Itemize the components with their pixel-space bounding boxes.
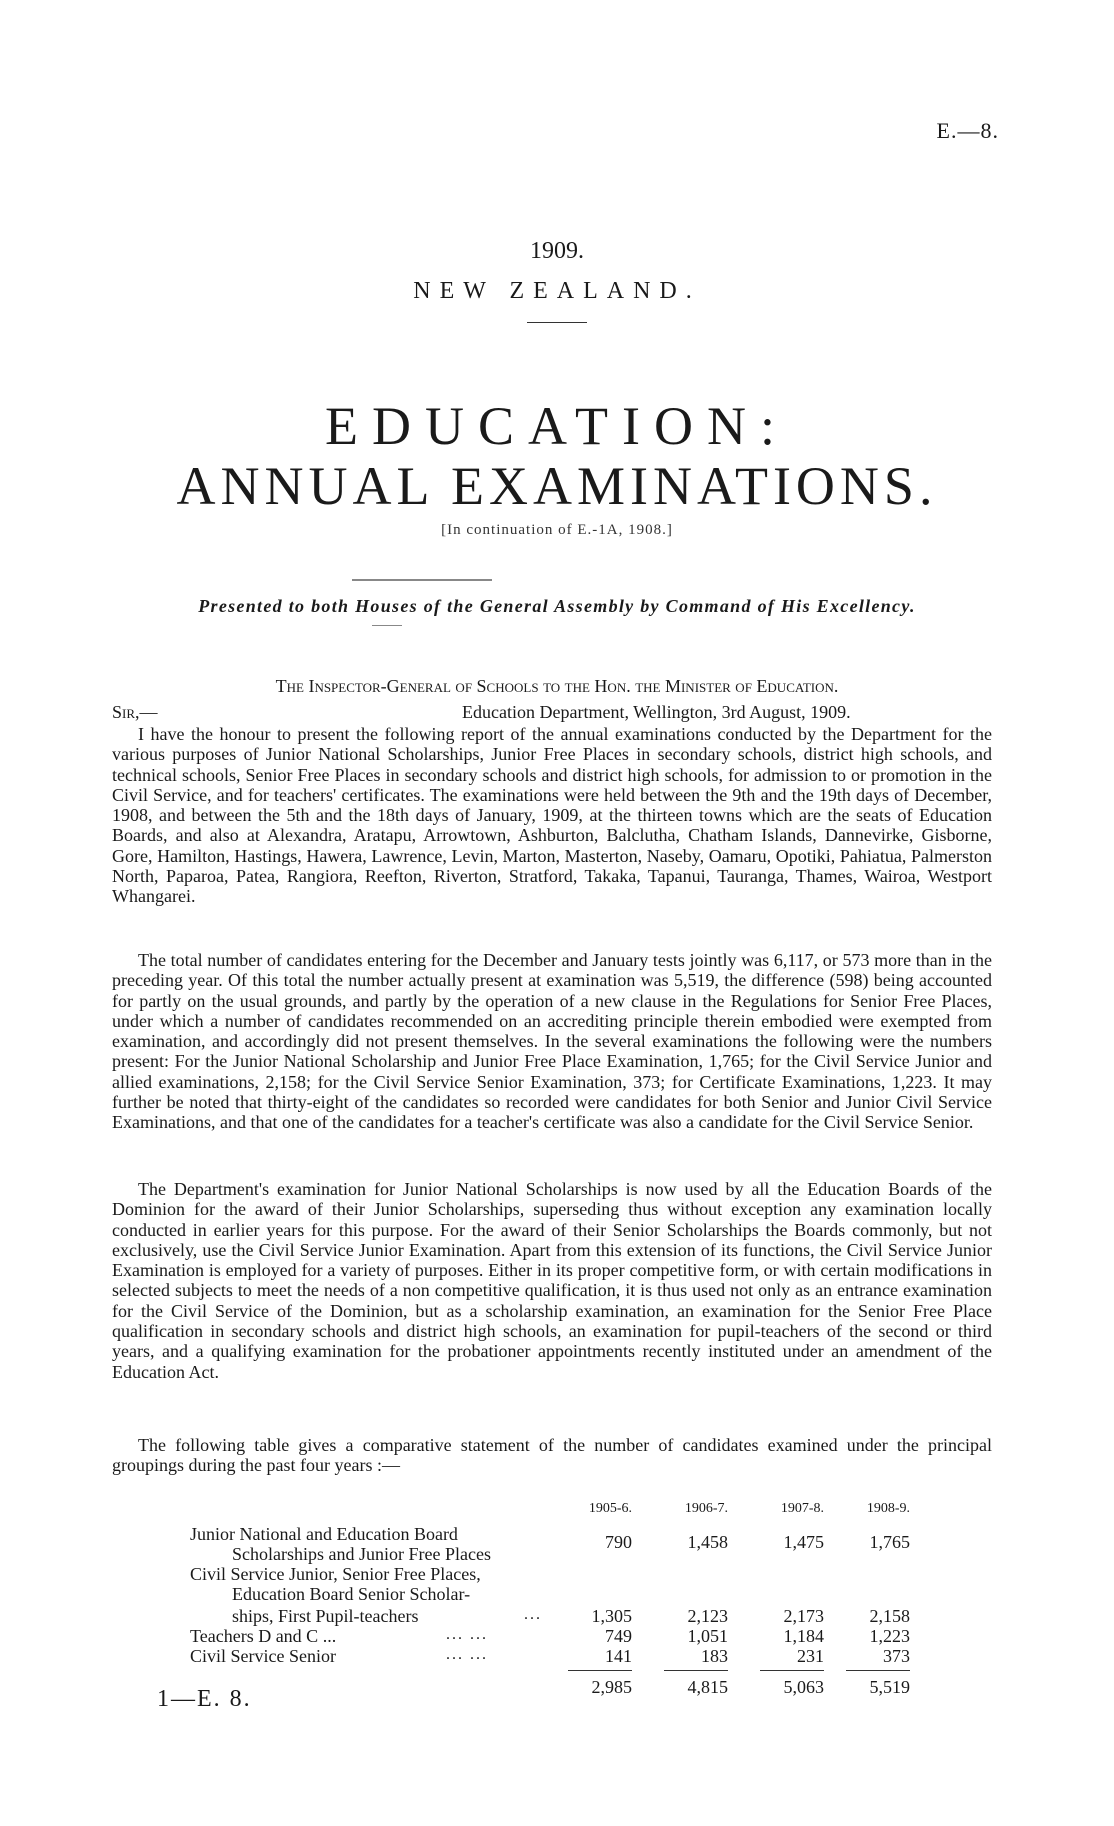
table-row-label: Junior National and Education Board <box>190 1524 458 1544</box>
letter-paragraph: The Department's examination for Junior National Scholarships is now used by all the Education Boards of the Dominion for the award of their Junior Scholarships, superseding thus without exception any examination locally conducted in earlier years for this purpose. For the award of their Senior Scholarships the Boards commonly, but not exclusively, use the Civil Service Junior Examination. Apart from this extension of its functions, the Civil Service Junior Examination is employed for a variety of purposes. Either in its proper competitive form, or with certain modifications in selected subjects to meet the needs of a non competitive qualification, it is thus used not only as an entrance examination for the Civil Service of the Dominion, but as a scholarship examination, an examination for the Senior Free Place qualification in secondary schools and district high schools, an examination for pupil-teachers of the second or third years, and a qualifying examination for the probationer appointments recently instituted under an amendment of the Education Act. <box>112 1179 992 1382</box>
table-total: 2,985 <box>591 1677 632 1697</box>
continuation-note: [In continuation of E.-1A, 1908.] <box>441 522 673 538</box>
table-column-header: 1905-6. <box>588 1501 632 1516</box>
table-total: 5,063 <box>783 1677 824 1697</box>
total-rule <box>846 1670 910 1671</box>
table-cell: 1,223 <box>869 1626 910 1646</box>
table-cell: 1,458 <box>687 1532 728 1552</box>
table-cell: 373 <box>883 1646 910 1666</box>
table-column-header: 1906-7. <box>684 1501 728 1516</box>
table-cell: 141 <box>605 1646 632 1666</box>
document-year: 1909. <box>530 238 584 264</box>
table-total: 5,519 <box>869 1677 910 1697</box>
letter-paragraph: I have the honour to present the following report of the annual examinations conducted by the Department for the various purposes of Junior National Scholarships, Junior Free Places in secondary schools, district high schools, and technical schools, Senior Free Places in secondary schools and district high schools, for admission to or promotion in the Civil Service, and for teachers' certificates. The examinations were held between the 9th and the 19th days of December, 1908, and between the 5th and the 18th days of January, 1909, at the thirteen towns which are the seats of Education Boards, and also at Alexandra, Aratapu, Arrowtown, Ashburton, Balclutha, Chatham Islands, Dannevirke, Gisborne, Gore, Hamilton, Hastings, Hawera, Lawrence, Levin, Marton, Masterton, Naseby, Oamaru, Opotiki, Pahiatua, Palmerston North, Paparoa, Patea, Rangiora, Reefton, Riverton, Stratford, Takaka, Tapanui, Tauranga, Thames, Wairoa, Westport Whangarei. <box>112 724 992 907</box>
table-row-label: Scholarships and Junior Free Places <box>232 1544 491 1564</box>
table-leader-dots: ... <box>524 1606 542 1623</box>
table-cell: 1,184 <box>783 1626 824 1646</box>
table-cell: 1,765 <box>869 1532 910 1552</box>
table-total: 4,815 <box>687 1677 728 1697</box>
heading-divider <box>527 322 587 323</box>
country-heading: NEW ZEALAND. <box>413 278 701 304</box>
table-cell: 231 <box>797 1646 824 1666</box>
table-cell: 2,173 <box>783 1606 824 1626</box>
letter-addressee: The Inspector-General of Schools to the Hon. the Minister of Education. <box>275 676 839 696</box>
table-cell: 1,475 <box>783 1532 824 1552</box>
table-cell: 2,123 <box>687 1606 728 1626</box>
press-mark <box>352 579 492 581</box>
total-rule <box>568 1670 632 1671</box>
table-cell: 2,158 <box>869 1606 910 1626</box>
table-cell: 790 <box>605 1532 632 1552</box>
total-rule <box>760 1670 824 1671</box>
table-leader-dots: ... ... <box>446 1646 488 1663</box>
total-rule <box>664 1670 728 1671</box>
signature-mark: 1—E. 8. <box>157 1686 252 1712</box>
table-cell: 749 <box>605 1626 632 1646</box>
table-row-label: Civil Service Senior <box>190 1646 336 1666</box>
press-mark <box>372 625 402 626</box>
table-row-label: Education Board Senior Scholar- <box>232 1584 471 1604</box>
table-cell: 1,051 <box>687 1626 728 1646</box>
table-column-header: 1908-9. <box>866 1501 910 1516</box>
table-cell: 1,305 <box>591 1606 632 1626</box>
table-cell: 183 <box>701 1646 728 1666</box>
table-row-label: Teachers D and C ... <box>190 1626 337 1646</box>
letter-salutation: Sir,— <box>112 702 158 722</box>
page-subtitle: ANNUAL EXAMINATIONS. <box>176 456 938 516</box>
page-title: EDUCATION: <box>325 396 789 456</box>
document-reference: E.—8. <box>936 118 999 143</box>
letter-paragraph: The total number of candidates entering for the December and January tests jointly was 6,117, or 573 more than in the preceding year. Of this total the number actually present at examination was 5,519, the difference (598) being accounted for partly on the usual grounds, and partly by the operation of a new clause in the Regulations for Senior Free Places, under which a number of candidates recommended on an accrediting principle therein embodied were exempted from examination, and accordingly did not present themselves. In the several examinations the following were the numbers present: For the Junior National Scholarship and Junior Free Place Examination, 1,765; for the Civil Service Junior and allied examinations, 2,158; for the Civil Service Senior Examination, 373; for Certificate Examinations, 1,223. It may further be noted that thirty-eight of the candidates so recorded were candidates for both Senior and Junior Civil Service Examinations, and that one of the candidates for a teacher's certificate was also a candidate for the Civil Service Senior. <box>112 950 992 1133</box>
table-row-label: ships, First Pupil-teachers <box>232 1606 419 1626</box>
letter-dateline: Education Department, Wellington, 3rd August, 1909. <box>462 702 851 722</box>
table-column-header: 1907-8. <box>780 1501 824 1516</box>
presentation-line: Presented to both Houses of the General Assembly by Command of His Excellency. <box>198 596 916 616</box>
table-row-label: Civil Service Junior, Senior Free Places, <box>190 1564 481 1584</box>
table-leader-dots: ... ... <box>446 1626 488 1643</box>
letter-paragraph: The following table gives a comparative statement of the number of candidates examined under the principal groupings during the past four years :— <box>112 1435 992 1476</box>
